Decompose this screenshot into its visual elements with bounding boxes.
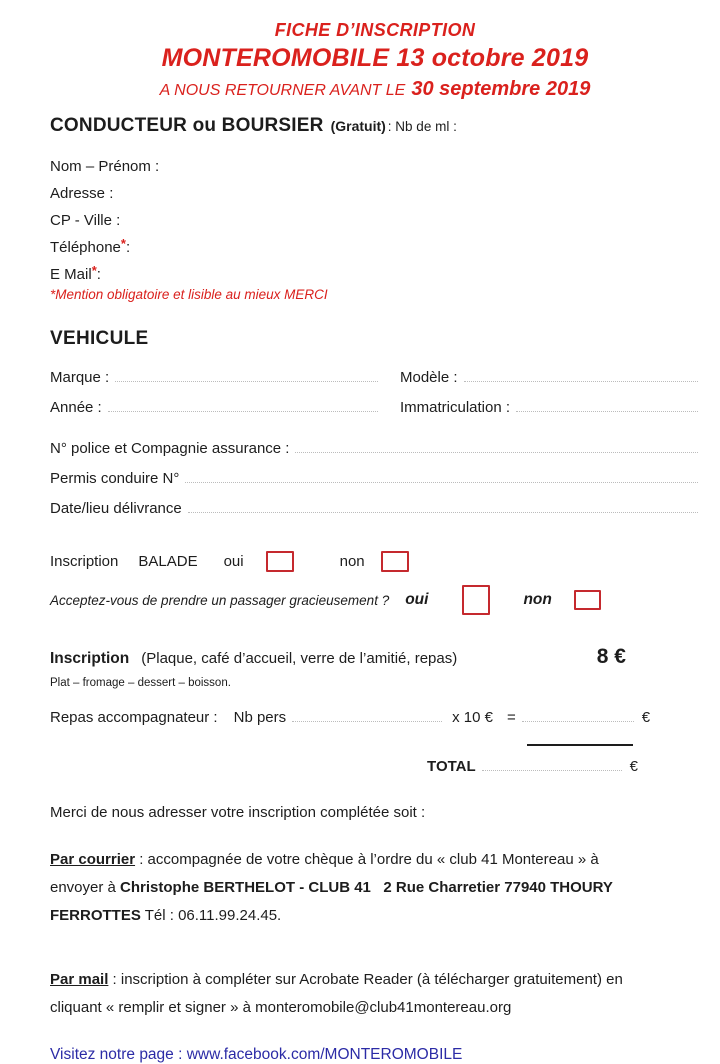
x10-label: x 10 € bbox=[452, 709, 494, 726]
permis-input-line[interactable] bbox=[185, 472, 698, 483]
balade-label: BALADE bbox=[138, 553, 198, 570]
immatriculation-input-line[interactable] bbox=[516, 401, 698, 412]
passager-oui-label: oui bbox=[405, 591, 429, 608]
form-header bbox=[50, 20, 700, 101]
menu-note: Plat – fromage – dessert – boisson. bbox=[50, 677, 231, 689]
field-row-nom bbox=[50, 157, 700, 175]
immatriculation-label: Immatriculation : bbox=[400, 399, 511, 416]
title-line-1: FICHE D’INSCRIPTION bbox=[274, 20, 476, 40]
marque-input-line[interactable] bbox=[115, 371, 378, 382]
marque-label: Marque : bbox=[50, 369, 110, 386]
field-row-modele bbox=[400, 369, 700, 386]
inscription-price-row bbox=[50, 645, 700, 669]
adresse-label: Adresse : bbox=[50, 185, 114, 202]
total-input-line[interactable] bbox=[482, 760, 622, 771]
assurance-rows bbox=[50, 440, 700, 517]
courrier-address: Christophe BERTHELOT - CLUB 41 2 Rue Charretier 77940 THOURY FERROTTES bbox=[50, 879, 617, 924]
date-delivrance-label: Date/lieu délivrance bbox=[50, 500, 182, 517]
nom-prenom-label: Nom – Prénom : bbox=[50, 158, 160, 175]
passager-row bbox=[50, 585, 700, 615]
balade-non-label: non bbox=[339, 553, 365, 570]
nb-pers-input-line[interactable] bbox=[292, 711, 442, 722]
adresse-input-area[interactable] bbox=[113, 184, 700, 198]
courrier-phone: Tél : 06.11.99.24.45. bbox=[140, 907, 282, 924]
return-before-label: A NOUS RETOURNER AVANT LE bbox=[159, 82, 406, 99]
conducteur-heading-label: CONDUCTEUR ou BOURSIER bbox=[50, 115, 324, 136]
nb-pers-label: Nb pers bbox=[233, 709, 287, 726]
field-row-telephone bbox=[50, 236, 700, 256]
facebook-link[interactable]: Visitez notre page : www.facebook.com/MONTEROMOBILE bbox=[50, 1046, 463, 1063]
vehicule-grid bbox=[50, 356, 700, 416]
field-row-permis bbox=[50, 470, 700, 487]
cp-ville-label: CP - Ville : bbox=[50, 212, 121, 229]
passager-question-label: Acceptez-vous de prendre un passager gracieusement ? bbox=[50, 592, 390, 608]
field-row-cp-ville bbox=[50, 211, 700, 229]
field-row-annee bbox=[50, 399, 380, 416]
date-delivrance-input-line[interactable] bbox=[188, 502, 698, 513]
telephone-required-asterisk: * bbox=[120, 236, 126, 251]
par-courrier-label: Par courrier bbox=[50, 851, 136, 868]
total-euro-sign: € bbox=[629, 758, 638, 775]
cp-ville-input-area[interactable] bbox=[120, 211, 700, 225]
modele-label: Modèle : bbox=[400, 369, 458, 386]
repas-label: Repas accompagnateur : bbox=[50, 709, 218, 726]
inscription-label: Inscription bbox=[50, 650, 130, 667]
field-row-police bbox=[50, 440, 700, 457]
balade-non-checkbox[interactable] bbox=[381, 551, 409, 572]
title-line-3 bbox=[50, 78, 700, 101]
courrier-paragraph bbox=[50, 846, 638, 930]
mail-text: : inscription à compléter sur Acrobate Reader (à télécharger gratuitement) en cliquant « remplir et signer » à monteromobile@club41montereau.org bbox=[50, 971, 627, 1016]
repas-euro-sign: € bbox=[641, 709, 651, 726]
email-label: E Mail bbox=[50, 266, 92, 283]
inscription-price: 8 € bbox=[596, 645, 626, 668]
vehicule-section-heading: VEHICULE bbox=[50, 328, 149, 349]
courrier-text: : accompagnée de votre chèque à l’ordre du « club 41 Montereau » à envoyer à bbox=[50, 851, 603, 896]
email-required-asterisk: * bbox=[91, 263, 97, 278]
police-assurance-input-line[interactable] bbox=[295, 442, 698, 453]
balade-oui-label: oui bbox=[223, 553, 244, 570]
inscription-detail-label: (Plaque, café d’accueil, verre de l’amitié, repas) bbox=[141, 650, 458, 667]
balade-oui-checkbox[interactable] bbox=[266, 551, 294, 572]
total-label: TOTAL bbox=[427, 758, 476, 775]
balade-row bbox=[50, 551, 700, 572]
telephone-label: Téléphone bbox=[50, 239, 121, 256]
nb-ml-label: : Nb de ml : bbox=[387, 119, 457, 134]
field-row-date-delivrance bbox=[50, 500, 700, 517]
total-row bbox=[50, 758, 638, 775]
gratuit-label: (Gratuit) bbox=[330, 118, 386, 134]
title-line-2: MONTEROMOBILE 13 octobre 2019 bbox=[161, 44, 589, 72]
deadline-date: 30 septembre 2019 bbox=[411, 78, 591, 100]
passager-non-label: non bbox=[523, 591, 552, 608]
annee-label: Année : bbox=[50, 399, 102, 416]
telephone-colon: : bbox=[125, 239, 131, 256]
required-fields-note: *Mention obligatoire et lisible au mieux MERCI bbox=[50, 287, 328, 302]
email-input-area[interactable] bbox=[101, 265, 700, 279]
field-row-adresse bbox=[50, 184, 700, 202]
field-row-email bbox=[50, 263, 700, 283]
balade-inscription-label: Inscription bbox=[50, 553, 119, 570]
equals-sign: = bbox=[507, 709, 516, 726]
telephone-input-area[interactable] bbox=[130, 238, 700, 252]
passager-oui-checkbox[interactable] bbox=[462, 585, 490, 615]
repas-row bbox=[50, 709, 700, 726]
intro-paragraph: Merci de nous adresser votre inscription complétée soit : bbox=[50, 804, 426, 821]
email-colon: : bbox=[96, 266, 101, 283]
conducteur-section-heading bbox=[50, 115, 700, 137]
par-mail-label: Par mail bbox=[50, 971, 109, 988]
permis-label: Permis conduire N° bbox=[50, 470, 180, 487]
field-row-immatriculation bbox=[400, 399, 700, 416]
field-row-marque bbox=[50, 369, 380, 386]
mail-paragraph bbox=[50, 966, 638, 1022]
annee-input-line[interactable] bbox=[108, 401, 378, 412]
police-assurance-label: N° police et Compagnie assurance : bbox=[50, 440, 290, 457]
total-separator-line bbox=[527, 744, 633, 746]
repas-total-input-line[interactable] bbox=[522, 711, 634, 722]
modele-input-line[interactable] bbox=[464, 371, 698, 382]
nom-prenom-input-area[interactable] bbox=[159, 157, 700, 171]
passager-non-checkbox[interactable] bbox=[574, 590, 601, 610]
